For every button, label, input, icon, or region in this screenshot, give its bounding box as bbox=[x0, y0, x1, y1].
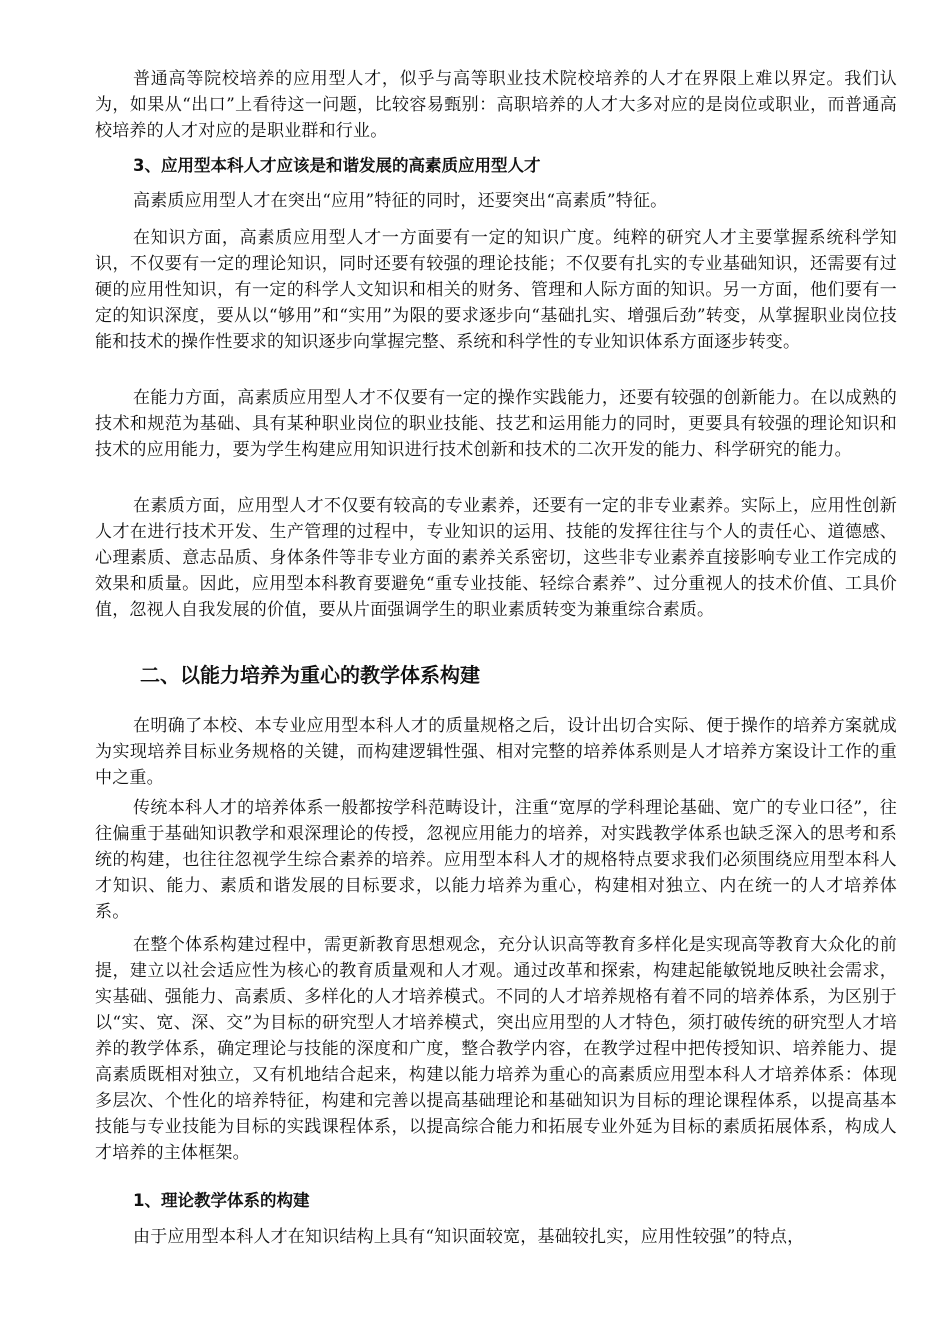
paragraph-applied-talent-boundary: 普通高等院校培养的应用型人才，似乎与高等职业技术院校培养的人才在界限上难以界定。我们认为，如果从“出口”上看待这一问题，比较容易甄别：高职培养的人才大多对应的是岗位或职业，而普通高校培养的人才对应的是职业群和行业。 bbox=[95, 69, 897, 141]
paragraph-ability: 在能力方面，高素质应用型人才不仅要有一定的操作实践能力，还要有较强的创新能力。在以成熟的技术和规范为基础、具有某种职业岗位的职业技能、技艺和运用能力的同时，更要具有较强的理论知识和技术的应用能力，要为学生构建应用知识进行技术创新和技术的二次开发的能力、科学研究的能力。 bbox=[95, 388, 897, 460]
section-heading-3: 3、应用型本科人才应该是和谐发展的高素质应用型人才 bbox=[133, 156, 541, 175]
paragraph-high-quality-intro: 高素质应用型人才在突出“应用”特征的同时，还要突出“高素质”特征。 bbox=[133, 191, 668, 211]
paragraph-knowledge: 在知识方面，高素质应用型人才一方面要有一定的知识广度。纯粹的研究人才主要掌握系统科学知识，不仅要有一定的理论知识，同时还要有较强的理论技能；不仅要有扎实的专业基础知识，还需要有过硬的应用性知识，有一定的科学人文知识和相关的财务、管理和人际方面的知识。另一方面，他们要有一定的知识深度，要从以“够用”和“实用”为限的要求逐步向“基础扎实、增强后劲”转变，从掌握职业岗位技能和技术的操作性要求的知识逐步向掌握完整、系统和科学性的专业知识体系方面逐步转变。 bbox=[95, 228, 897, 352]
section-heading-1: 1、理论教学体系的构建 bbox=[133, 1191, 310, 1210]
paragraph-quality: 在素质方面，应用型人才不仅要有较高的专业素养，还要有一定的非专业素养。实际上，应用性创新人才在进行技术开发、生产管理的过程中，专业知识的运用、技能的发挥往往与个人的责任心、道德感、心理素质、意志品质、身体条件等非专业方面的素养关系密切，这些非专业素养直接影响专业工作完成的效果和质量。因此，应用型本科教育要避免“重专业技能、轻综合素养”、过分重视人的技术价值、工具价值，忽视人自我发展的价值，要从片面强调学生的职业素质转变为兼重综合素质。 bbox=[95, 496, 897, 620]
chapter-heading-2: 二、以能力培养为重心的教学体系构建 bbox=[140, 663, 480, 687]
paragraph-system-construction: 在整个体系构建过程中，需更新教育思想观念，充分认识高等教育多样化是实现高等教育大众化的前提，建立以社会适应性为核心的教育质量观和人才观。通过改革和探索，构建起能敏锐地反映社会需求，实基础、强能力、高素质、多样化的人才培养模式。不同的人才培养规格有着不同的培养体系，为区别于以“实、宽、深、交”为目标的研究型人才培养模式，突出应用型的人才特色，须打破传统的研究型人才培养的教学体系，确定理论与技能的深度和广度，整合教学内容，在教学过程中把传授知识、培养能力、提高素质既相对独立，又有机地结合起来，构建以能力培养为重心的高素质应用型本科人才培养体系：体现多层次、个性化的培养特征，构建和完善以提高基础理论和基础知识为目标的理论课程体系，以提高基本技能与专业技能为目标的实践课程体系，以提高综合能力和拓展专业外延为目标的素质拓展体系，构成人才培养的主体框架。 bbox=[95, 935, 897, 1163]
paragraph-traditional-system: 传统本科人才的培养体系一般都按学科范畴设计，注重“宽厚的学科理论基础、宽广的专业口径”，往往偏重于基础知识教学和艰深理论的传授，忽视应用能力的培养，对实践教学体系也缺乏深入的思考和系统的构建，也往往忽视学生综合素养的培养。应用型本科人才的规格特点要求我们必须围绕应用型本科人才知识、能力、素质和谐发展的目标要求，以能力培养为重心，构建相对独立、内在统一的人才培养体系。 bbox=[95, 798, 897, 922]
paragraph-training-plan: 在明确了本校、本专业应用型本科人才的质量规格之后，设计出切合实际、便于操作的培养方案就成为实现培养目标业务规格的关键，而构建逻辑性强、相对完整的培养体系则是人才培养方案设计工作的重中之重。 bbox=[95, 716, 897, 788]
paragraph-theory-teaching: 由于应用型本科人才在知识结构上具有“知识面较宽，基础较扎实，应用性较强”的特点， bbox=[133, 1227, 805, 1247]
